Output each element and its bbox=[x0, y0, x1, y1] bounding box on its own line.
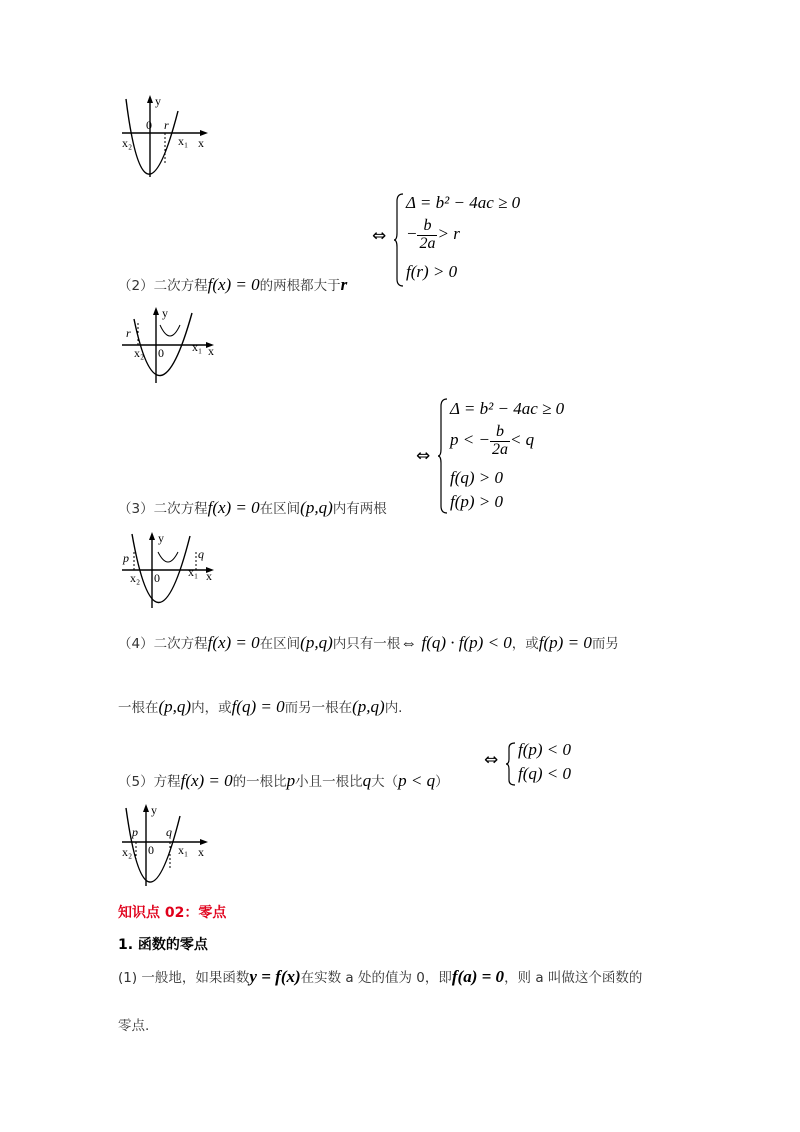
graph-4-roots-outside-interval bbox=[118, 802, 218, 892]
parabola-small bbox=[158, 552, 178, 562]
iff-symbol: ⇔ bbox=[372, 226, 387, 246]
cond1-line-axis: − $\frac{b}{2a}$ > r bbox=[406, 217, 460, 252]
label-x: x bbox=[198, 136, 204, 150]
condition-block-3 bbox=[484, 738, 594, 790]
y-axis-arrow bbox=[149, 532, 155, 540]
definition-line-2: 零点. bbox=[118, 1018, 150, 1034]
condition-block-2 bbox=[414, 394, 614, 519]
item-4-line-1: （4）二次方程f(x) = 0在区间(p,q)内只有一根⇔ f(q) · f(p) < 0，或f(p) = 0而另 bbox=[118, 633, 619, 652]
cond2-line-axis: p < − $\frac{b}{2a}$ < q bbox=[450, 423, 535, 458]
y-axis-arrow bbox=[153, 307, 159, 315]
parabola-small bbox=[160, 325, 180, 336]
y-axis-arrow bbox=[143, 804, 149, 812]
label-origin: 0 bbox=[146, 118, 152, 132]
y-axis-arrow bbox=[147, 95, 153, 103]
condition-block-1 bbox=[370, 190, 570, 290]
label-origin: 0 bbox=[148, 843, 154, 857]
label-x: x bbox=[198, 845, 204, 859]
label-r: r bbox=[164, 118, 169, 132]
cond2-line-discriminant: Δ = b² − 4ac ≥ 0 bbox=[450, 399, 565, 418]
label-x2: x₂ bbox=[122, 136, 133, 150]
label-x1: x₁ bbox=[178, 843, 189, 857]
item-2-line: （2）二次方程f(x) = 0的两根都大于r bbox=[118, 275, 348, 294]
label-x1: x₁ bbox=[178, 134, 189, 148]
left-brace bbox=[394, 193, 404, 287]
label-y: y bbox=[158, 531, 164, 545]
label-origin: 0 bbox=[158, 346, 164, 360]
label-y: y bbox=[155, 94, 161, 108]
label-x2: x₂ bbox=[134, 346, 145, 360]
iff-symbol: ⇔ bbox=[484, 750, 499, 770]
cond2-line-fq: f(q) > 0 bbox=[450, 468, 504, 487]
iff-symbol: ⇔ bbox=[416, 446, 431, 466]
label-x: x bbox=[208, 344, 214, 358]
item-4-line-2: 一根在(p,q)内，或f(q) = 0而另一根在(p,q)内. bbox=[118, 697, 403, 716]
label-x2: x₂ bbox=[130, 571, 141, 585]
label-y: y bbox=[162, 306, 168, 320]
label-x2: x₂ bbox=[122, 845, 133, 859]
graph-3-two-roots-in-interval bbox=[118, 530, 228, 610]
cond3-line-fq: f(q) < 0 bbox=[518, 764, 572, 783]
cond2-line-fp: f(p) > 0 bbox=[450, 492, 504, 511]
label-q: q bbox=[166, 825, 172, 839]
label-p: p bbox=[123, 551, 129, 565]
label-x1: x₁ bbox=[188, 565, 199, 579]
item-3-line: （3）二次方程f(x) = 0在区间(p,q)内有两根 bbox=[118, 498, 387, 517]
left-brace bbox=[506, 742, 516, 786]
label-origin: 0 bbox=[154, 571, 160, 585]
parabola bbox=[126, 99, 178, 174]
label-p: p bbox=[132, 825, 138, 839]
item-5-line: （5）方程f(x) = 0的一根比p小且一根比q大（p < q） bbox=[118, 771, 449, 790]
label-q: q bbox=[198, 547, 204, 561]
left-brace bbox=[438, 398, 448, 514]
label-x1: x₁ bbox=[192, 340, 203, 354]
label-r: r bbox=[126, 326, 131, 340]
cond1-line-discriminant: Δ = b² − 4ac ≥ 0 bbox=[406, 193, 521, 212]
label-y: y bbox=[151, 803, 157, 817]
label-x: x bbox=[206, 569, 212, 583]
parabola-shifted bbox=[134, 313, 192, 376]
section-title: 知识点 02：零点 bbox=[118, 905, 227, 921]
cond1-line-fr: f(r) > 0 bbox=[406, 262, 458, 281]
section-subtitle: 1. 函数的零点 bbox=[118, 937, 208, 953]
definition-line-1: (1) 一般地，如果函数y = f(x)在实数 a 处的值为 0，即f(a) = 0，则 a 叫做这个函数的 bbox=[118, 967, 643, 986]
cond3-line-fp: f(p) < 0 bbox=[518, 740, 572, 759]
graph-1-roots-around-r bbox=[118, 93, 218, 183]
graph-2-both-roots-greater bbox=[118, 305, 228, 385]
